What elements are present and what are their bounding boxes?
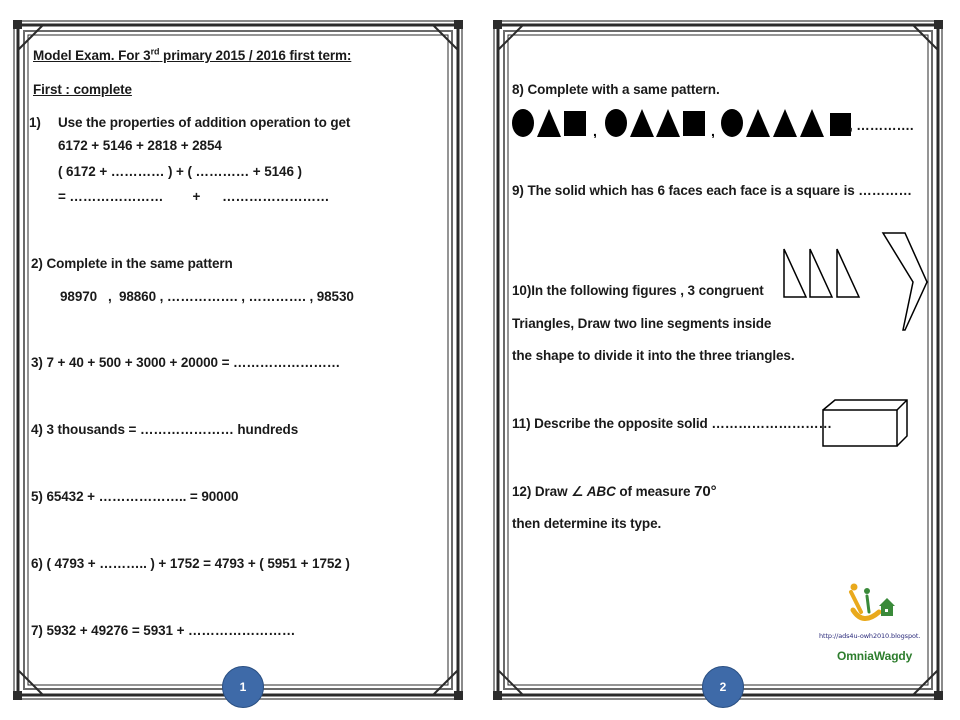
exam-page-1 [13,20,463,700]
q8-text: 8) Complete with a same pattern. [512,82,720,97]
square-shape [564,111,586,136]
square-shape [830,113,851,136]
q3-text: 3) 7 + 40 + 500 + 3000 + 20000 = …………………… [31,355,341,370]
q1-line2: ( 6172 + ………… ) + ( ………… + 5146 ) [58,164,302,179]
q10-line3: the shape to divide it into the three triangles. [512,348,795,363]
q10-line1: 10)In the following figures , 3 congruent [512,283,764,298]
logo-url: http://ads4u-owh2010.blogspot. [819,632,921,640]
triangle-shape [656,109,680,137]
section-heading: First : complete [33,82,132,97]
exam-page-2 [493,20,943,700]
q7-text: 7) 5932 + 49276 = 5931 + …………………… [31,623,296,638]
triangle-shape [746,109,770,137]
separator: , [711,123,715,138]
q1-line1: 6172 + 5146 + 2818 + 2854 [58,138,222,153]
q1-number: 1) [29,115,41,130]
circle-shape [605,109,627,137]
q12-line2: then determine its type. [512,516,662,531]
logo-name: OmniaWagdy [837,649,913,663]
q9-text: 9) The solid which has 6 faces each face is a square is ………… [512,183,912,198]
separator: , [593,123,597,138]
q11-text: 11) Describe the opposite solid ……………………… [512,416,832,431]
q4-text: 4) 3 thousands = ………………… hundreds [31,422,299,437]
q6-text: 6) ( 4793 + ……….. ) + 1752 = 4793 + ( 5951 + 1752 ) [31,556,350,571]
triangle-shape [630,109,654,137]
triangle-shape [537,109,561,137]
omniawagdy-logo-icon [845,582,897,630]
q2-text: 2) Complete in the same pattern [31,256,233,271]
chevron-shape-figure [879,230,931,334]
square-shape [683,111,705,136]
q1-line3: = ………………… + …………………… [58,189,330,204]
q1-text: Use the properties of addition operation to get [58,115,351,130]
congruent-triangles-figure [781,244,877,302]
triangle-shape [773,109,797,137]
cuboid-figure [821,398,911,450]
circle-shape [512,109,534,137]
q5-text: 5) 65432 + ……………….. = 90000 [31,489,239,504]
q10-line2: Triangles, Draw two line segments inside [512,316,772,331]
page-number-badge: 1 [222,666,264,708]
page-number-badge: 2 [702,666,744,708]
q12-text: 12) Draw ∠ ABC of measure 70° [512,483,717,500]
q2-line: 98970 , 98860 , ……………. , …………. , 98530 [60,289,354,304]
exam-title: Model Exam. For 3rd primary 2015 / 2016 first term: [33,46,352,63]
q8-tail: , …………. [849,118,914,133]
circle-shape [721,109,743,137]
triangle-shape [800,109,824,137]
